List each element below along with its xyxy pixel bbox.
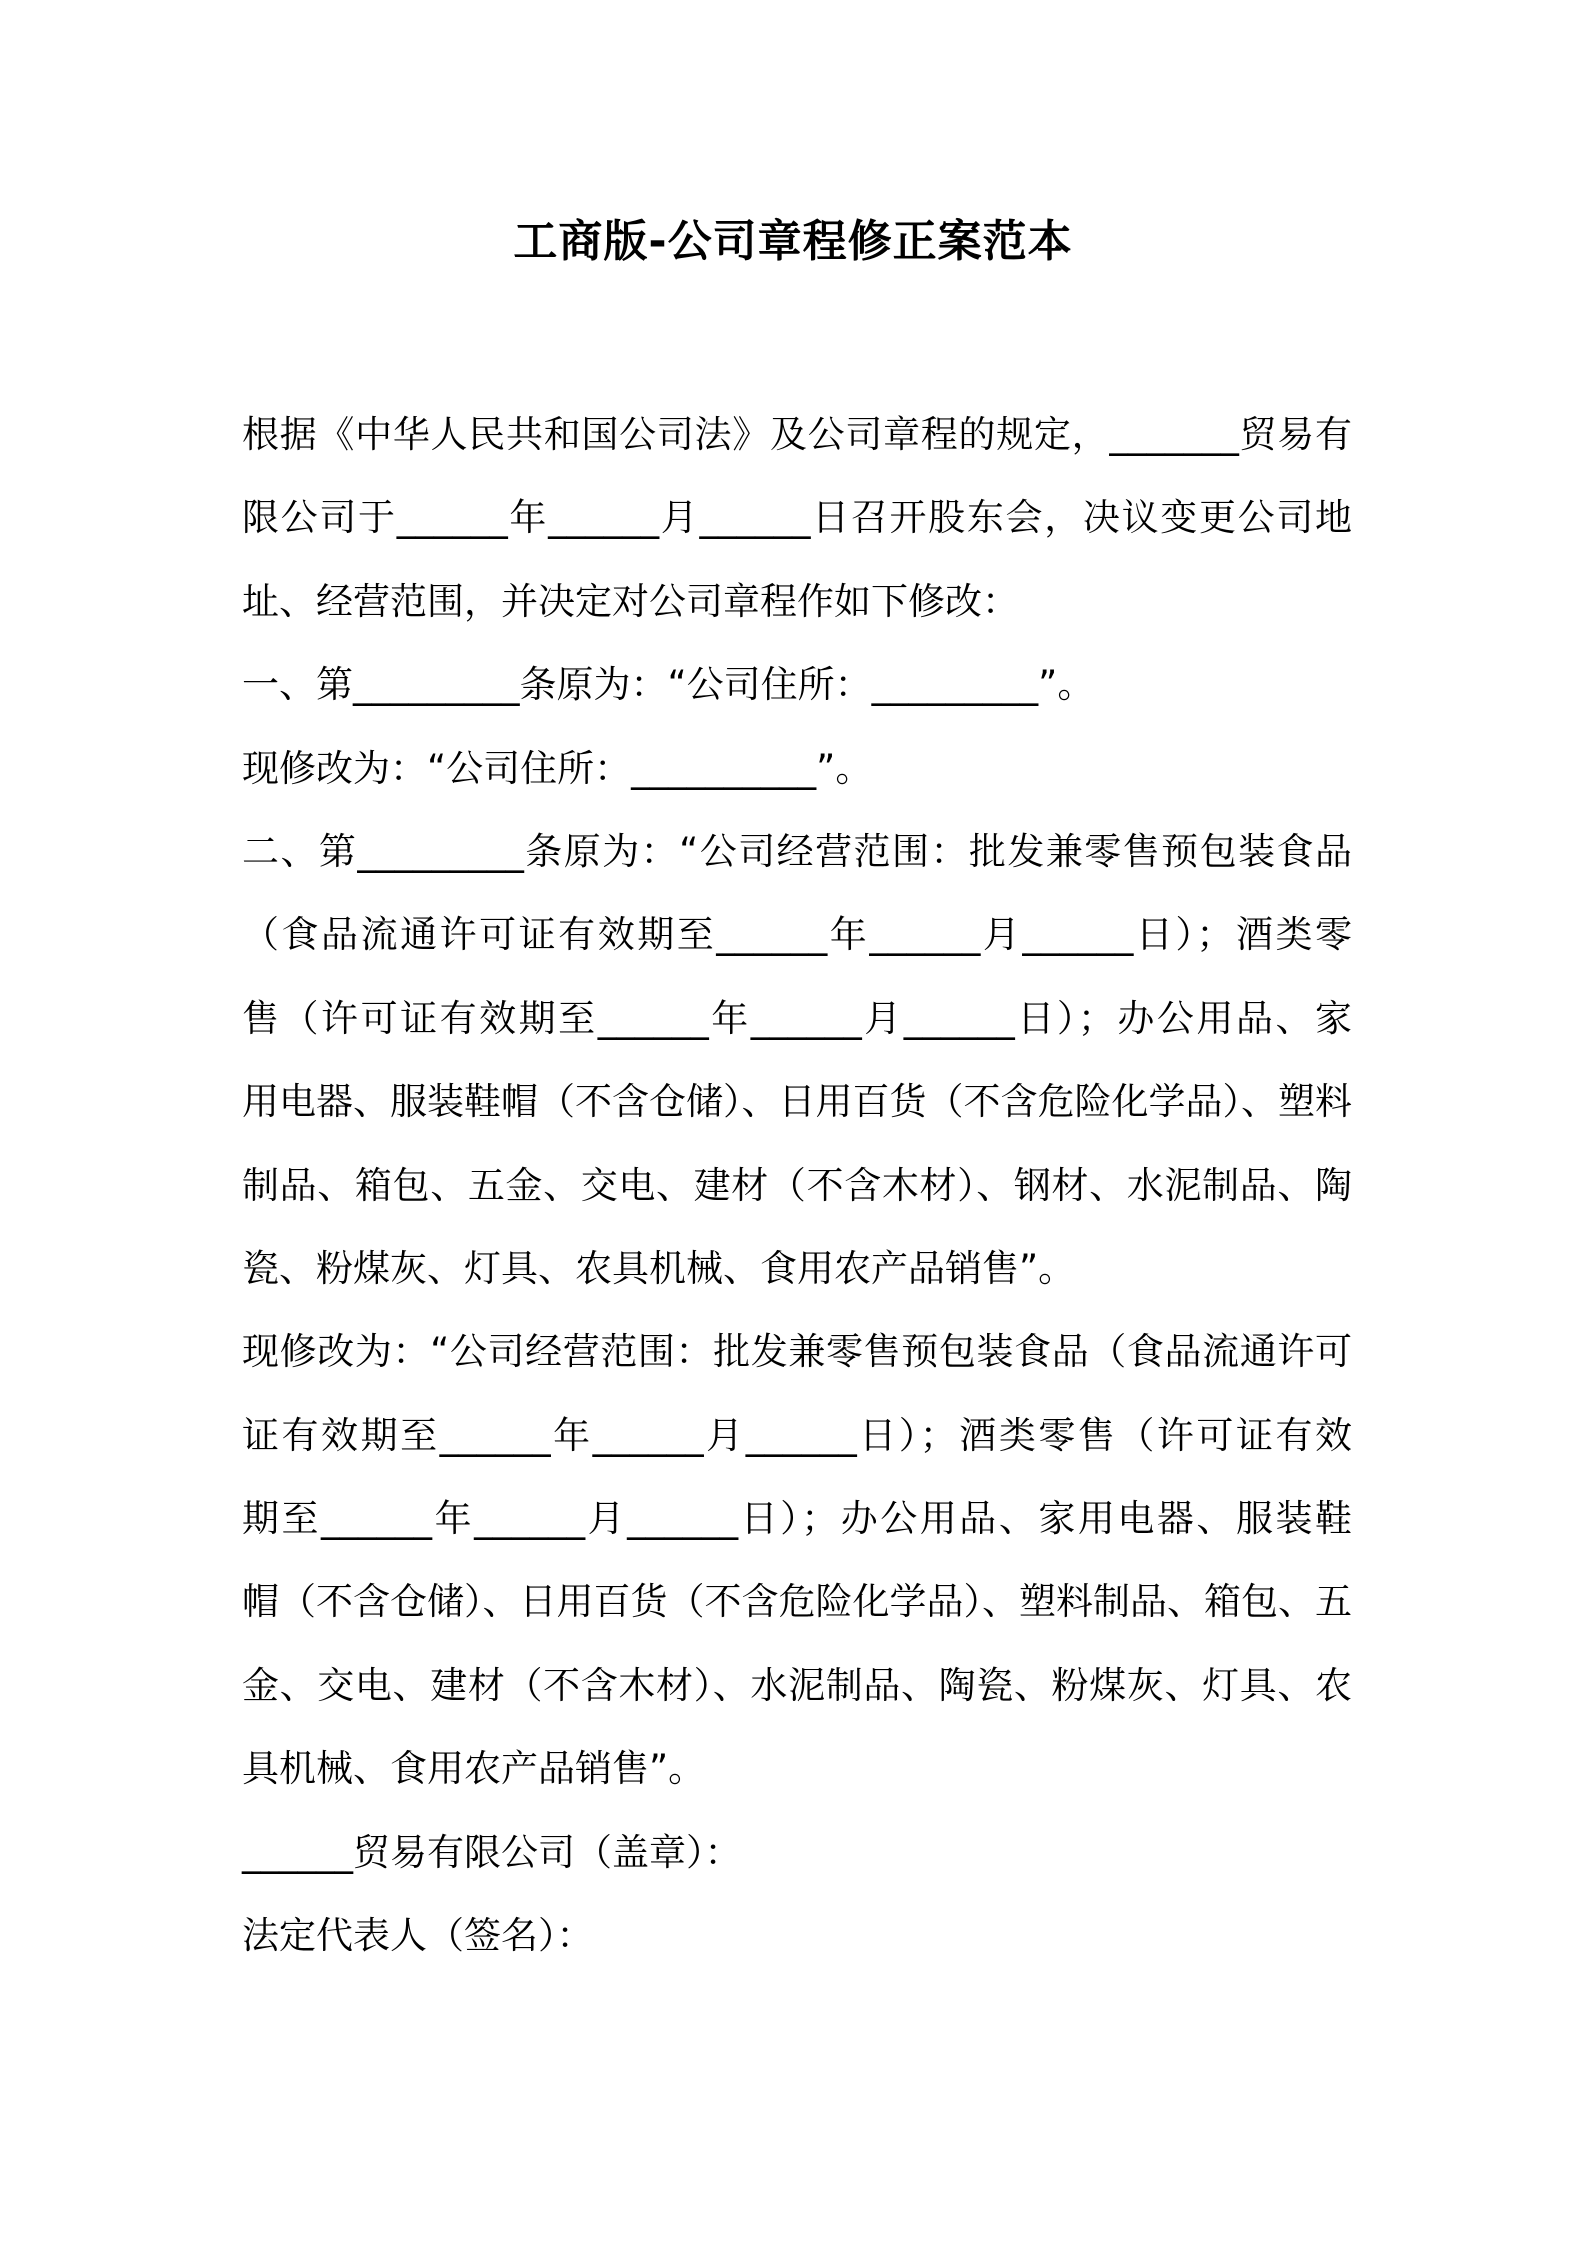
clause-2-amended-line-5: 金、交电、建材（不含木材）、水泥制品、陶瓷、粉煤灰、灯具、农 <box>242 1663 1352 1707</box>
clause-2-original-line-1: 二、第_________条原为：“公司经营范围：批发兼零售预包装食品 <box>242 829 1352 873</box>
clause-2-amended-line-4: 帽（不含仓储）、日用百货（不含危险化学品）、塑料制品、箱包、五 <box>242 1580 1352 1624</box>
clause-2-amended-line-1: 现修改为：“公司经营范围：批发兼零售预包装食品（食品流通许可 <box>242 1330 1352 1374</box>
legal-representative-signature-line: 法定代表人（签名）： <box>242 1914 594 1958</box>
intro-line-1: 根据《中华人民共和国公司法》及公司章程的规定，_______贸易有 <box>242 413 1352 456</box>
company-seal-line: ______贸易有限公司（盖章）： <box>242 1830 742 1874</box>
intro-line-3: 址、经营范围，并决定对公司章程作如下修改： <box>242 579 1019 623</box>
clause-2-amended-line-3: 期至______年______月______日）；办公用品、家用电器、服装鞋 <box>242 1497 1352 1541</box>
intro-line-2: 限公司于______年______月______日召开股东会，决议变更公司地 <box>242 496 1352 540</box>
clause-1-amended: 现修改为：“公司住所：__________”。 <box>242 746 873 790</box>
clause-2-original-line-3: 售（许可证有效期至______年______月______日）；办公用品、家 <box>242 996 1352 1040</box>
clause-2-original-line-5: 制品、箱包、五金、交电、建材（不含木材）、钢材、水泥制品、陶 <box>242 1163 1352 1207</box>
clause-2-original-line-4: 用电器、服装鞋帽（不含仓储）、日用百货（不含危险化学品）、塑料 <box>242 1080 1352 1124</box>
document-body <box>242 403 1352 1987</box>
clause-2-amended-line-2: 证有效期至______年______月______日）；酒类零售（许可证有效 <box>242 1413 1352 1457</box>
clause-2-original-line-2: （食品流通许可证有效期至______年______月______日）；酒类零 <box>242 913 1352 957</box>
document-title: 工商版-公司章程修正案范本 <box>513 216 1073 267</box>
clause-2-amended-line-6: 具机械、食用农产品销售”。 <box>242 1747 706 1791</box>
clause-1-original: 一、第_________条原为：“公司住所：_________”。 <box>242 663 1095 707</box>
clause-2-original-line-6: 瓷、粉煤灰、灯具、农具机械、食用农产品销售”。 <box>242 1246 1076 1290</box>
